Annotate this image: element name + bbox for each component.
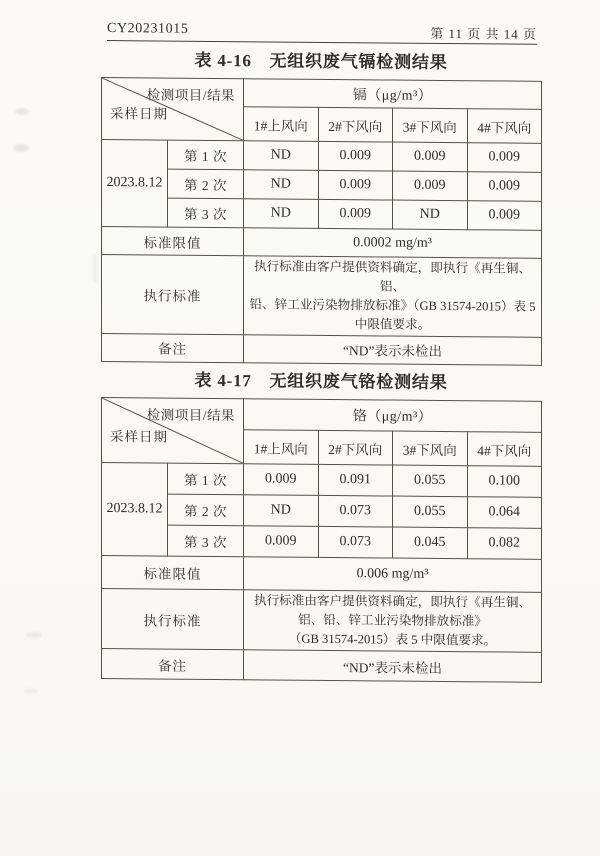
scan-smudge — [24, 688, 38, 694]
limit-value: 0.0002 mg/m³ — [244, 228, 542, 259]
column-header-downwind-4: 4#下风向 — [467, 432, 542, 467]
table-4-17 — [101, 397, 542, 683]
measurement-value: 0.055 — [393, 496, 468, 528]
column-header-downwind-3: 3#下风向 — [393, 431, 468, 466]
page-header — [107, 18, 537, 45]
measurement-value: 0.009 — [467, 201, 542, 231]
column-header-upwind-1: 1#上风向 — [244, 107, 319, 142]
corner-header-cell — [102, 398, 244, 464]
corner-label-sample-date: 采样日期 — [110, 106, 168, 122]
scan-smudge — [15, 108, 29, 115]
measurement-value: 0.009 — [318, 142, 393, 172]
corner-label-sample-date: 采样日期 — [110, 429, 168, 445]
measurement-value: 0.045 — [393, 527, 468, 559]
measurement-value: 0.082 — [467, 528, 542, 560]
standard-text-line: 执行标准由客户提供资料确定，即执行《再生铜、 — [253, 593, 532, 611]
standard-label: 执行标准 — [102, 589, 244, 650]
page-number: 第 11 页 共 14 页 — [430, 25, 537, 42]
scan-smudge — [26, 632, 42, 638]
measurement-value: 0.073 — [318, 496, 393, 528]
standard-text-line: 铅、锌工业污染物排放标准》（GB 31574-2015）表 5 — [249, 297, 536, 314]
table-row — [102, 589, 542, 653]
remark-label: 备注 — [102, 333, 244, 362]
measurement-value: 0.073 — [318, 527, 393, 559]
corner-label-item-result: 检测项目/结果 — [146, 87, 235, 104]
measurement-value: 0.009 — [467, 172, 542, 202]
sample-date-cell: 2023.8.12 — [102, 140, 168, 228]
analyte-header: 铬（μg/m³） — [244, 399, 542, 433]
limit-label: 标准限值 — [102, 227, 244, 256]
standard-text — [244, 256, 542, 337]
standard-text-line: 中限值要求。 — [354, 317, 431, 332]
table-row — [102, 255, 542, 337]
column-header-downwind-4: 4#下风向 — [467, 109, 542, 144]
measurement-value: ND — [244, 199, 319, 229]
standard-text-line: 执行标准由客户提供资料确定，即执行《再生铜、铝、 — [253, 259, 532, 294]
column-header-downwind-2: 2#下风向 — [318, 108, 393, 143]
table-4-17-title: 表 4-17 无组织废气铬检测结果 — [194, 370, 448, 392]
remark-value: “ND”表示未检出 — [244, 650, 542, 683]
column-header-downwind-3: 3#下风向 — [393, 108, 468, 143]
limit-label: 标准限值 — [102, 556, 244, 590]
table-4-16 — [101, 77, 542, 365]
table-row — [102, 198, 542, 231]
remark-value: “ND”表示未检出 — [244, 335, 542, 366]
document-content — [101, 18, 541, 683]
measurement-value: 0.009 — [318, 200, 393, 230]
measurement-value: 0.009 — [467, 143, 542, 173]
measurement-value: 0.091 — [318, 465, 393, 497]
scan-smudge — [13, 144, 29, 152]
table-row — [102, 556, 542, 593]
measurement-value: 0.009 — [393, 171, 468, 201]
measurement-value: ND — [244, 495, 319, 527]
table-row — [102, 333, 542, 365]
table-4-16-title: 表 4-16 无组织废气镉检测结果 — [194, 50, 448, 73]
row-label: 第 3 次 — [168, 198, 244, 228]
standard-text — [244, 590, 542, 652]
measurement-value: ND — [393, 200, 468, 230]
measurement-value: ND — [244, 170, 319, 200]
measurement-value: 0.009 — [318, 171, 393, 201]
scan-smudge — [93, 255, 97, 283]
column-header-downwind-2: 2#下风向 — [318, 431, 393, 466]
table-row — [102, 169, 542, 202]
analyte-header: 镉（μg/m³） — [244, 79, 542, 110]
standard-text-line: 铝、铅、锌工业污染物排放标准》 — [298, 612, 487, 629]
row-label: 第 1 次 — [168, 463, 244, 495]
row-label: 第 1 次 — [168, 140, 244, 170]
column-header-upwind-1: 1#上风向 — [244, 430, 319, 465]
table-row — [102, 227, 542, 259]
measurement-value: 0.009 — [244, 464, 319, 496]
sample-date-cell: 2023.8.12 — [102, 463, 168, 557]
table-row — [102, 649, 542, 683]
remark-label: 备注 — [102, 649, 244, 680]
limit-value: 0.006 mg/m³ — [244, 557, 542, 593]
row-label: 第 3 次 — [168, 525, 244, 557]
standard-label: 执行标准 — [102, 255, 244, 335]
row-label: 第 2 次 — [168, 169, 244, 199]
table-row — [102, 463, 542, 498]
measurement-value: ND — [244, 141, 319, 171]
measurement-value: 0.055 — [393, 465, 468, 497]
table-row — [102, 494, 542, 529]
measurement-value: 0.100 — [467, 466, 542, 498]
report-number: CY20231015 — [107, 21, 189, 37]
measurement-value: 0.009 — [393, 142, 468, 172]
standard-text-line: （GB 31574-2015）表 5 中限值要求。 — [288, 631, 497, 648]
corner-label-item-result: 检测项目/结果 — [146, 407, 235, 424]
table-row — [102, 140, 542, 173]
measurement-value: 0.009 — [244, 526, 319, 558]
corner-header-cell — [102, 78, 244, 141]
table-row — [102, 525, 542, 560]
row-label: 第 2 次 — [168, 494, 244, 526]
measurement-value: 0.064 — [467, 497, 542, 529]
